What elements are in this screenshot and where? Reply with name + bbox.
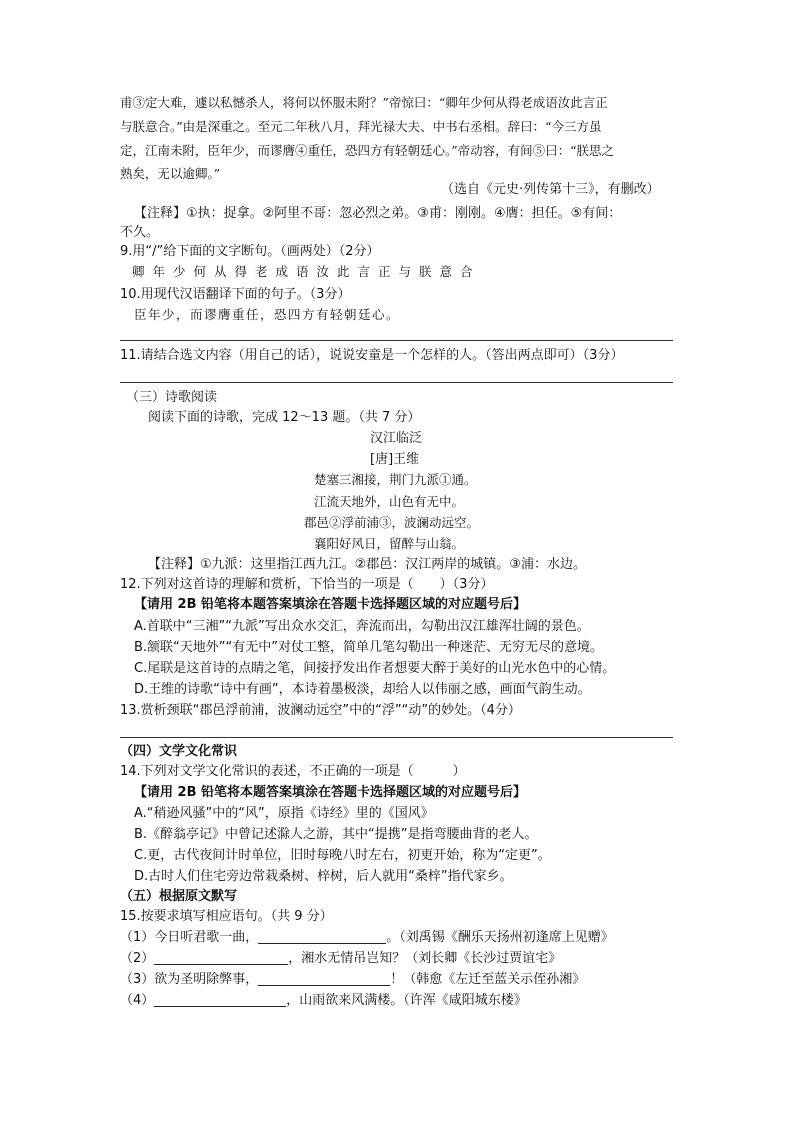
question-12-option-d[interactable]: D.王维的诗歌“诗中有画”，本诗着墨极淡，却给人以伟丽之感，画面气韵生动。 <box>134 682 591 697</box>
question-14: 14.下列对文学文化常识的表述，不正确的一项是（ ） <box>120 764 466 779</box>
poem-author: [唐]王维 <box>370 452 420 467</box>
question-10: 10.用现代汉语翻译下面的句子。（3分） <box>120 287 351 302</box>
fill-item-3 <box>120 973 585 986</box>
fill-item-2 <box>120 952 561 965</box>
fill-blank-1[interactable] <box>258 931 386 944</box>
fill-item-1 <box>120 931 614 944</box>
fill-item-1-suffix: 。（刘禹锡《酬乐天扬州初逢席上见赠》 <box>386 930 614 945</box>
question-14-option-c[interactable]: C.更，古代夜间计时单位，旧时每晚八时左右，初更开始，称为“定更”。 <box>134 848 551 863</box>
fill-item-3-suffix: ！（韩愈《左迁至蓝关示侄孙湘》 <box>390 972 586 987</box>
question-14-instruction: 【请用 2B 铅笔将本题答案填涂在答题卡选择题区域的对应题号后】 <box>134 785 527 800</box>
poem-line-1: 楚塞三湘接，荆门九派①通。 <box>314 472 477 487</box>
poem-notes: 【注释】①九派：这里指江西九江。②郡邑：汉江两岸的城镇。③浦：水边。 <box>148 557 586 572</box>
fill-item-2-suffix: ，湘水无情吊岂知？（刘长卿《长沙过贾谊宅》 <box>288 951 562 966</box>
fill-item-3-prefix: （3）欲为圣明除弊事， <box>120 972 259 987</box>
fill-blank-4[interactable] <box>154 994 286 1007</box>
fill-item-2-prefix: （2） <box>120 951 155 966</box>
question-10-sentence: 臣年少，而谬膺重任，恐四方有轻朝廷心。 <box>134 307 401 322</box>
question-12: 12.下列对这首诗的理解和赏析，下恰当的一项是（ ）（3分） <box>120 577 494 592</box>
question-12-option-c[interactable]: C.尾联是这首诗的点睛之笔，间接抒发出作者想要大醉于美好的山光水色中的心情。 <box>134 661 616 676</box>
passage-line-2: 与朕意合。”由是深重之。至元二年秋八月，拜光禄大夫、中书右丞相。辞曰：“今三方虽 <box>120 119 602 134</box>
answer-line-q11[interactable] <box>120 382 673 383</box>
question-12-option-a[interactable]: A.首联中“三湘”“九派”写出众水交汇，奔流而出，勾勒出汉江雄浑壮阔的景色。 <box>134 619 590 634</box>
fill-item-1-prefix: （1）今日听君歌一曲， <box>120 930 259 945</box>
question-12-option-b[interactable]: B.颔联“天地外”“有无中”对仗工整，简单几笔勾勒出一种迷茫、无穷无尽的意境。 <box>134 640 603 655</box>
question-14-option-a[interactable]: A.“稍逊风骚”中的“风”，原指《诗经》里的《国风》 <box>134 806 434 821</box>
section-5-heading: （五）根据原文默写 <box>120 889 238 904</box>
answer-line-q13[interactable] <box>120 737 673 738</box>
section-3-instruction: 阅读下面的诗歌，完成 12～13 题。（共 7 分） <box>148 410 421 425</box>
poem-line-2: 江流天地外，山色有无中。 <box>314 494 465 509</box>
notes-line-1: 【注释】①执：捉拿。②阿里不哥：忽必烈之弟。③甫：刚刚。④膺：担任。⑤有间： <box>134 206 622 221</box>
passage-line-4: 熟矣，无以逾卿。” <box>120 166 221 181</box>
question-11: 11.请结合选文内容（用自己的话），说说安童是一个怎样的人。（答出两点即可）（3分） <box>120 348 624 363</box>
question-13: 13.赏析颈联“郡邑浮前浦，波澜动远空”中的“浮”“动”的妙处。（4分） <box>120 703 521 718</box>
fill-blank-3[interactable] <box>258 973 390 986</box>
passage-line-1: 甫③定大难，遽以私憾杀人，将何以怀服未附？”帝惊曰：“卿年少何从得老成语汝此言正 <box>120 95 608 110</box>
passage-line-3: 定，江南未附，臣年少，而谬膺④重任，恐四方有轻朝廷心。”帝动容，有间⑤曰：“朕思之 <box>120 143 615 158</box>
notes-line-2: 不久。 <box>120 225 160 240</box>
fill-blank-2[interactable] <box>154 952 288 965</box>
question-9: 9.用“/”给下面的文字断句。（画两处）（2分） <box>120 244 380 259</box>
section-4-heading: （四）文学文化常识 <box>120 744 238 759</box>
question-9-sentence: 卿年少何从得老成语汝此言正与朕意合 <box>132 264 481 279</box>
passage-source: （选自《元史·列传第十三》，有删改） <box>441 182 660 197</box>
section-3-heading: （三）诗歌阅读 <box>126 390 218 405</box>
fill-item-4-prefix: （4） <box>120 993 155 1008</box>
poem-line-4: 襄阳好风日，留醉与山翁。 <box>314 536 465 551</box>
poem-line-3: 郡邑②浮前浦③，波澜动远空。 <box>304 515 480 530</box>
poem-title: 汉江临泛 <box>370 431 423 446</box>
question-14-option-d[interactable]: D.古时人们住宅旁边常栽桑树、梓树，后人就用“桑梓”指代家乡。 <box>134 869 513 884</box>
fill-item-4 <box>120 994 527 1007</box>
fill-item-4-suffix: ，山雨欲来风满楼。（许浑《咸阳城东楼》 <box>286 993 527 1008</box>
question-12-instruction: 【请用 2B 铅笔将本题答案填涂在答题卡选择题区域的对应题号后】 <box>134 597 527 612</box>
question-15: 15.按要求填写相应语句。（共 9 分） <box>120 909 333 924</box>
answer-line-q10[interactable] <box>120 340 673 341</box>
question-14-option-b[interactable]: B.《醉翁亭记》中曾记述滁人之游，其中“提携”是指弯腰曲背的老人。 <box>134 827 538 842</box>
